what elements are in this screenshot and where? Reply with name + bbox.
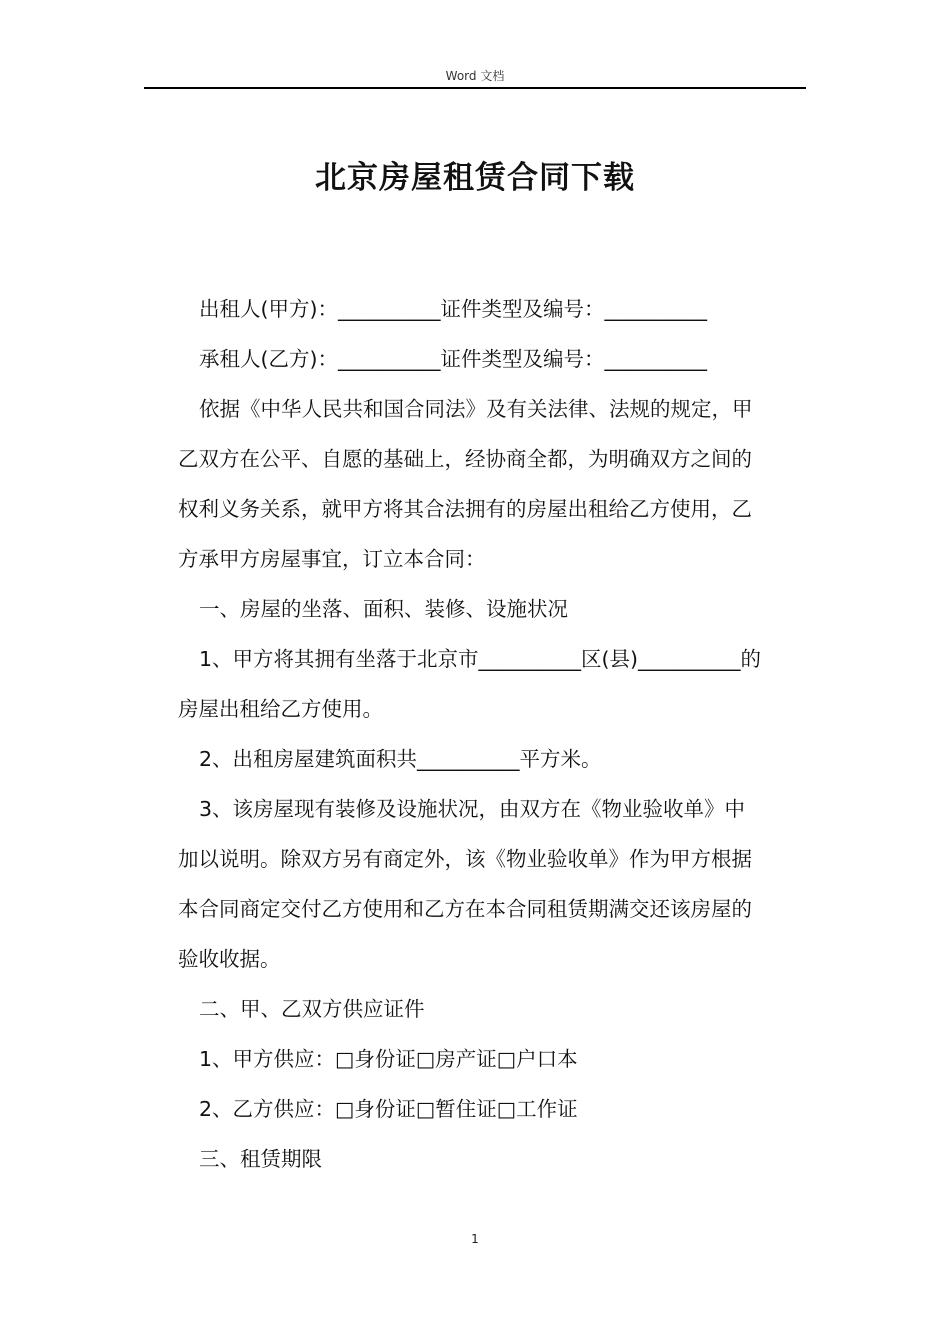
lessee-line: 承租人(乙方)：__________证件类型及编号：__________	[199, 347, 707, 371]
clause-1-2: 2、出租房屋建筑面积共__________平方米。	[199, 747, 602, 771]
clause-2-1: 1、甲方供应：□身份证□房产证□户口本	[199, 1047, 578, 1071]
clause-1-3-line-3: 本合同商定交付乙方使用和乙方在本合同租赁期满交还该房屋的	[178, 897, 752, 921]
section-heading-2: 二、甲、乙双方供应证件	[199, 997, 425, 1021]
lessor-line: 出租人(甲方)：__________证件类型及编号：__________	[199, 297, 707, 321]
header-divider	[144, 87, 806, 89]
document-title: 北京房屋租赁合同下载	[315, 160, 635, 196]
contract-body	[178, 284, 804, 1184]
section-heading-1: 一、房屋的坐落、面积、装修、设施状况	[199, 597, 568, 621]
page-number: 1	[471, 1232, 479, 1246]
document-header-label: Word 文档	[445, 69, 505, 83]
clause-1-3-line-1: 3、该房屋现有装修及设施状况，由双方在《物业验收单》中	[199, 797, 746, 821]
clause-1-1-line-2: 房屋出租给乙方使用。	[178, 697, 383, 721]
section-heading-3: 三、租赁期限	[199, 1147, 322, 1171]
preamble-line-4: 方承甲方房屋事宜，订立本合同：	[178, 547, 486, 571]
clause-1-3-line-2: 加以说明。除双方另有商定外，该《物业验收单》作为甲方根据	[178, 847, 752, 871]
preamble-line-2: 乙双方在公平、自愿的基础上，经协商全都，为明确双方之间的	[178, 447, 752, 471]
clause-1-1-line-1: 1、甲方将其拥有坐落于北京市__________区(县)__________的	[199, 647, 762, 671]
preamble-line-1: 依据《中华人民共和国合同法》及有关法律、法规的规定，甲	[199, 397, 753, 421]
clause-2-2: 2、乙方供应：□身份证□暂住证□工作证	[199, 1097, 578, 1121]
clause-1-3-line-4: 验收收据。	[178, 947, 281, 971]
preamble-line-3: 权利义务关系，就甲方将其合法拥有的房屋出租给乙方使用，乙	[178, 497, 752, 521]
